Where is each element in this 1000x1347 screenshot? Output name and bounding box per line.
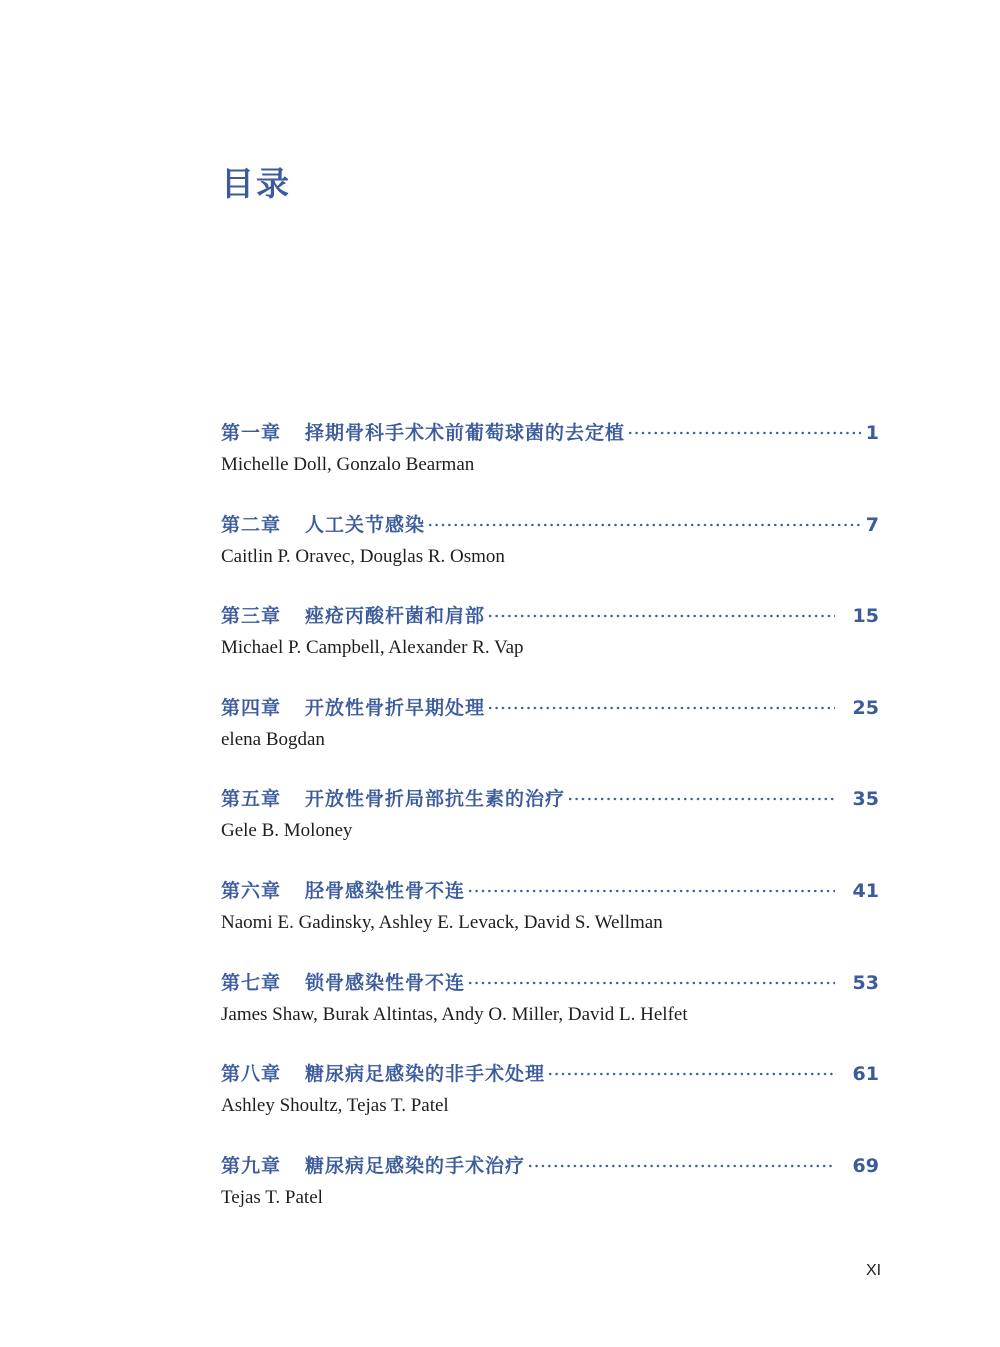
chapter-authors: Ashley Shoultz, Tejas T. Patel — [221, 1095, 449, 1117]
toc-entry-heading[interactable] — [221, 510, 879, 542]
chapter-title: 锁骨感染性骨不连 — [305, 971, 466, 994]
chapter-title: 糖尿病足感染的手术治疗 — [305, 1154, 526, 1177]
page-number: 69 — [852, 1154, 879, 1177]
chapter-number: 第九章 — [221, 1154, 282, 1177]
chapter-title: 开放性骨折早期处理 — [305, 696, 486, 719]
table-of-contents — [221, 418, 879, 1242]
dot-leader — [427, 523, 861, 527]
toc-entry-heading[interactable] — [221, 418, 879, 450]
chapter-authors: Michelle Doll, Gonzalo Bearman — [221, 454, 475, 475]
page-number: 15 — [852, 605, 879, 628]
toc-entry — [221, 693, 879, 785]
toc-entry — [221, 418, 879, 510]
page-folio: XI — [866, 1262, 882, 1279]
toc-entry-heading[interactable] — [221, 968, 879, 1000]
dot-leader — [547, 1072, 835, 1076]
toc-entry — [221, 784, 879, 876]
chapter-title: 胫骨感染性骨不连 — [305, 879, 466, 902]
toc-entry — [221, 968, 879, 1060]
toc-entry-heading[interactable] — [221, 693, 879, 725]
toc-entry-heading[interactable] — [221, 784, 879, 816]
chapter-number: 第八章 — [221, 1063, 282, 1086]
chapter-number: 第四章 — [221, 696, 282, 719]
toc-entry-heading[interactable] — [221, 601, 879, 633]
page-title: 目录 — [221, 164, 291, 203]
page-number: 61 — [852, 1063, 879, 1086]
page-number: 41 — [852, 879, 879, 902]
chapter-title: 糖尿病足感染的非手术处理 — [305, 1063, 546, 1086]
dot-leader — [467, 889, 835, 893]
chapter-authors: Naomi E. Gadinsky, Ashley E. Levack, David S. Wellman — [221, 911, 663, 933]
page-number: 35 — [852, 788, 879, 811]
chapter-title: 择期骨科手术术前葡萄球菌的去定植 — [305, 422, 626, 444]
chapter-number: 第五章 — [221, 788, 282, 811]
dot-leader — [467, 981, 835, 985]
page-number: 25 — [852, 696, 879, 719]
page-number: 7 — [865, 513, 879, 536]
toc-entry — [221, 876, 879, 968]
page-number: 53 — [852, 971, 879, 994]
toc-entry — [221, 601, 879, 693]
dot-leader — [567, 797, 835, 801]
chapter-authors: James Shaw, Burak Altintas, Andy O. Miller, David L. Helfet — [221, 1003, 688, 1025]
toc-entry-heading[interactable] — [221, 1059, 879, 1091]
chapter-title: 痤疮丙酸杆菌和肩部 — [305, 605, 486, 628]
chapter-authors: Tejas T. Patel — [221, 1186, 323, 1208]
chapter-title: 人工关节感染 — [305, 513, 426, 536]
chapter-number: 第七章 — [221, 971, 282, 994]
chapter-authors: Caitlin P. Oravec, Douglas R. Osmon — [221, 545, 505, 567]
chapter-authors: Gele B. Moloney — [221, 820, 353, 842]
dot-leader — [487, 614, 835, 618]
chapter-number: 第一章 — [221, 422, 282, 444]
dot-leader — [527, 1164, 835, 1168]
toc-entry — [221, 1151, 879, 1243]
dot-leader — [627, 431, 861, 435]
toc-entry — [221, 510, 879, 602]
chapter-number: 第二章 — [221, 513, 282, 536]
chapter-number: 第六章 — [221, 879, 282, 902]
dot-leader — [487, 706, 835, 710]
toc-entry-heading[interactable] — [221, 1151, 879, 1183]
chapter-authors: elena Bogdan — [221, 728, 325, 750]
chapter-authors: Michael P. Campbell, Alexander R. Vap — [221, 637, 524, 659]
page-number: 1 — [865, 422, 879, 444]
toc-entry — [221, 1059, 879, 1151]
chapter-number: 第三章 — [221, 605, 282, 628]
toc-entry-heading[interactable] — [221, 876, 879, 908]
chapter-title: 开放性骨折局部抗生素的治疗 — [305, 788, 566, 811]
